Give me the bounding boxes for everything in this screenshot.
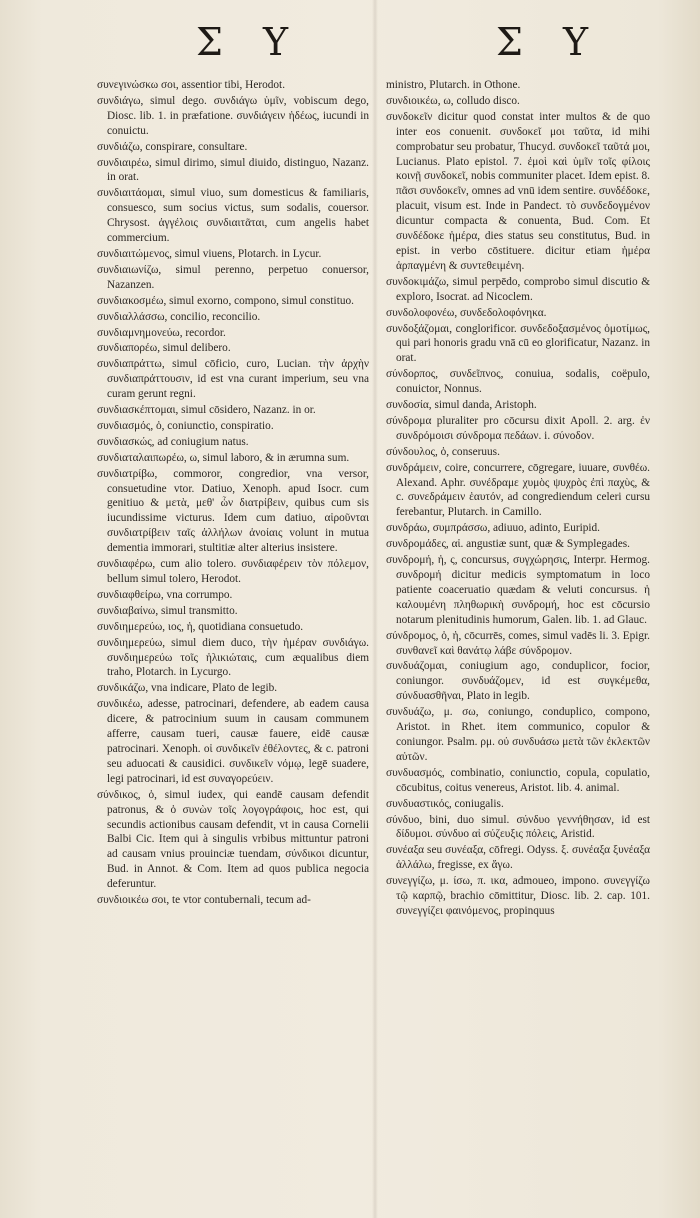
right-column-entry: συνδοκεῖν dicitur quod constat inter multos & de quo inter eos conuenit. συνδοκεῖ μοι ταῦτα, id mihi comprobatur seu probatur, Thucyd. συνδοκεῖ ταῦτά μοι, Lucianus. Plato epistol. 7. ἐμοὶ καὶ ὑμῖν τοῖς φίλοις κοινῇ συνδοκεῖ, nobis communiter placet. Idem epist. 8. πᾶσι συνδοκεῖν, omnes ad vnū idem sentire. συνδέδοκε, placuit, visum est. Inde in Pandect. τὸ συνδεδογμένον dicuntur compacta & conuenta, Bud. Com. Et συνδέδοκε ἡμέρα, dies status seu constitutus, Bud. in epist. in verbo cōstituere. dicitur etiam ἡμέρα ἀρπαγμένη & συντεθειμένη. xyxy=(386,110,650,272)
left-column-entry: συνδιαιωνίζω, simul perenno, perpetuo conuersor, Nazanzen. xyxy=(97,263,369,291)
left-column-entry: συνδιασκέπτομαι, simul cōsidero, Nazanz. in or. xyxy=(97,404,316,417)
page-gutter xyxy=(372,0,378,1218)
right-column-entry: συνδοσία, simul danda, Aristoph. xyxy=(386,399,537,412)
left-column-entry: συνδιαταλαιπωρέω, ω, simul laboro, & in ærumna sum. xyxy=(97,451,350,464)
right-column-entry: συνδιοικέω, ω, colludo disco. xyxy=(386,94,520,107)
left-column-entry: συνδιαπράττω, simul cōficio, curo, Lucian. τὴν ἀρχὴν συνδιαπράττουσιν, id est vna curant imperium, seu vna curam gerunt regni. xyxy=(97,358,369,401)
right-column-entry: συνδρομή, ἡ, ς, concursus, συγχώρησις, Interpr. Hermog. συνδρομή dicitur medicis symptomatum in loco patiente coaceruatio quædam & veluti concursus. ἡ καλουμένη πληθωρικὴ συνδρομή, hoc est cōcursio notarum plenitudinis humorum, Galen. lib. 1. ad Glauc. xyxy=(386,554,650,626)
running-header-left: Σ Υ xyxy=(196,20,303,64)
right-column-entry: συνδρομάδες, αἱ. angustiæ sunt, quæ & Symplegades. xyxy=(386,538,630,551)
left-column-entry: συνδιαφθείρω, vna corrumpo. xyxy=(97,588,233,601)
right-column-entry: σύνδουλος, ὁ, conseruus. xyxy=(386,445,500,458)
right-column-entry: συνδοξάζομαι, conglorificor. συνδεδοξασμένος ὁμοτίμως, qui pari honoris gradu vnā cū eo glorificatur, Nazanz. in orat. xyxy=(386,322,650,365)
left-column-entry: συνδιακοσμέω, simul exorno, compono, simul constituo. xyxy=(97,294,354,307)
left-column-entry: συνδιάγω, simul dego. συνδιάγω ὑμῖν, vobiscum dego, Diosc. lib. 1. in præfatione. συνδιάγειν ἡδέως, iucundi in conuictu. xyxy=(97,94,369,137)
left-column-entry: συνδιάζω, conspirare, consultare. xyxy=(97,140,248,153)
left-column-entry: συνδιαβαίνω, simul transmitto. xyxy=(97,604,238,617)
right-column-entry: σύνδρομος, ὁ, ἡ, cōcurrēs, comes, simul vadēs li. 3. Epigr. συνθανεῖ καὶ θανάτῳ λάβε σύνδρομον. xyxy=(386,629,650,657)
right-column-entry: συνδυασμός, combinatio, coniunctio, copula, copulatio, cōcubitus, coitus venereus, Aristot. lib. 4. animal. xyxy=(386,766,650,794)
left-column-entry: συνδιαμνημονεύω, recordor. xyxy=(97,326,226,339)
left-column-entry: συνδικάζω, vna indicare, Plato de legib. xyxy=(97,682,278,695)
left-column-entry: συνδιαφέρω, cum alio tolero. συνδιαφέρειν τὸν πόλεμον, bellum simul tolero, Herodot. xyxy=(97,558,369,585)
left-column-entry: συνδιαπορέω, simul delibero. xyxy=(97,342,231,355)
right-column-entry: σύνδυο, bini, duo simul. σύνδυο γεννήθησαν, id est δίδυμοι. σύνδυο αἱ σύζευξις πόλεις, Aristid. xyxy=(386,813,650,841)
right-column-entry: συνδυάζομαι, coniugium ago, conduplicor, focior, coniungor. συνδυάζομεν, id est συγκέμεθα, σύνδυασθῆναι, Plato in legib. xyxy=(386,660,650,703)
right-column-entry: ministro, Plutarch. in Othone. xyxy=(386,79,521,91)
left-column-entry: συνδικέω, adesse, patrocinari, defendere, ab eadem causa dicere, & patrocinium suum in causam communem afferre, causam tueri, causæ fauere, eidē causæ patrocinari. Xenoph. οἱ συνδικεῖν ἐθέλοντες, & c. patroni seu aduocati & causidici. συνδικεῖν νόμῳ, legē suadere, legi patrocinari, id est συναγορεύειν. xyxy=(97,698,369,785)
right-column-entry: συνδράω, συμπράσσω, adiuuo, adinto, Euripid. xyxy=(386,522,601,535)
right-column-entry: σύνδορπος, συνδεῖπνος, conuiua, sodalis, coëpulo, conuictor, Nonnus. xyxy=(386,368,650,396)
left-column-entry: συνεγινώσκω σοι, assentior tibi, Herodot. xyxy=(97,79,286,91)
right-column-entry: συνεγγίζω, μ. ίσω, π. ικα, admoueo, impono. συνεγγίζω τῷ καρπῷ, brachio cōmittitur, Diosc. lib. 2. cap. 101. συνεγγίζει φαινόμενος, propinquus xyxy=(386,875,650,917)
left-column-entry: συνδιημερεύω, ιος, ἡ, quotidiana consuetudo. xyxy=(97,620,304,633)
right-column-entry: συνδυάζω, μ. σω, coniungo, conduplico, compono, Aristot. in Rhet. item communico, copulor & coniungor. Psalm. ρμ. οὐ συνδυάσω μετὰ τῶν ἐκλεκτῶν αὐτῶν. xyxy=(386,706,650,763)
right-column-entry: συνδράμειν, coire, concurrere, cōgregare, iuuare, συνθέω. Alexand. Aphr. συνέδραμε χυμὸς ψυχρὸς ἐπὶ παχὺς, & c. συνεδράμειν ἑαυτόν, ad congrediendum celeri cursu ferebantur, Plutarch. in Camillo. xyxy=(386,461,650,519)
left-column-entry: σύνδικος, ὁ, simul iudex, qui eandē causam defendit patronus, & ὁ συνὼν τοῖς λογογράφοις, hoc est, qui secundis actionibus causam defendit, vt in causa Cornelii Balbi Cic. Item qui à singulis vrbibus mittuntur patroni ad causam vnius prouinciæ tuendam, σύνδικοι dicuntur, Bud. in Annot. & Com. Item ad quos publica negocia deferuntur. xyxy=(97,788,369,891)
left-column-entry: συνδιασμός, ὁ, coniunctio, conspiratio. xyxy=(97,419,274,432)
left-column-entry: συνδιαιρέω, simul dirimo, simul diuido, distinguo, Nazanz. in orat. xyxy=(97,156,369,184)
left-column-entry: συνδιατρίβω, commoror, congredior, vna versor, consuetudine vtor. Datiuo, Xenoph. apud Isocr. cum genitiuo & μετὰ, μεθ' ὧν διατρίβειν, quibus cum sis iucundissime victurus. Idem cum datiuo, αἱροῦνται συνδιατρίβειν ταῖς ἀλλήλων ἀνοίαις volunt in mutua dementia immorari, stultitiæ alter alterius insistere. xyxy=(97,467,369,555)
right-column-entry: συνέαξα seu συνέαξα, cōfregi. Odyss. ξ. συνέαξα ξυνέαξα ἀλλάλω, fregisse, ex ἄγω. xyxy=(386,844,650,872)
left-column-entry: συνδιημερεύω, simul diem duco, τὴν ἡμέραν συνδιάγω. συνδιημερεύω τοῖς ἡλικιώταις, cum æqualibus diem traho, Plotarch. in Lycurgo. xyxy=(97,636,369,679)
right-column-entry: συνδοκιμάζω, simul perpēdo, comprobo simul discutio & exploro, Isocrat. ad Nicoclem. xyxy=(386,275,650,303)
left-column-entry: συνδιοικέω σοι, te vtor contubernali, tecum ad- xyxy=(97,894,311,907)
left-column-entry: συνδιαιτώμενος, simul viuens, Plotarch. in Lycur. xyxy=(97,247,322,260)
right-column-entry: συνδολοφονέω, συνδεδολοφόνηκα. xyxy=(386,306,547,319)
left-column xyxy=(97,78,369,909)
left-column-entry: συνδιασκώς, ad coniugium natus. xyxy=(97,435,249,448)
right-column xyxy=(386,78,650,920)
left-column-entry: συνδιαλλάσσω, concilio, reconcilio. xyxy=(97,310,261,323)
right-column-entry: σύνδρομα pluraliter pro cōcursu dixit Apoll. 2. arg. ἐν συνδρόμοισι σύνδρομα πεδάων. i. σύνοδον. xyxy=(386,414,650,442)
right-column-entry: συνδυαστικός, coniugalis. xyxy=(386,797,504,810)
running-header-right: Σ Υ xyxy=(496,20,603,64)
left-column-entry: συνδιαιτάομαι, simul viuo, sum domesticus & familiaris, consuesco, sum socius victus, sum sodalis, couersor. Chrysost. ἀγγέλοις συνδιαιτᾶται, cum angelis habet commercium. xyxy=(97,187,369,245)
